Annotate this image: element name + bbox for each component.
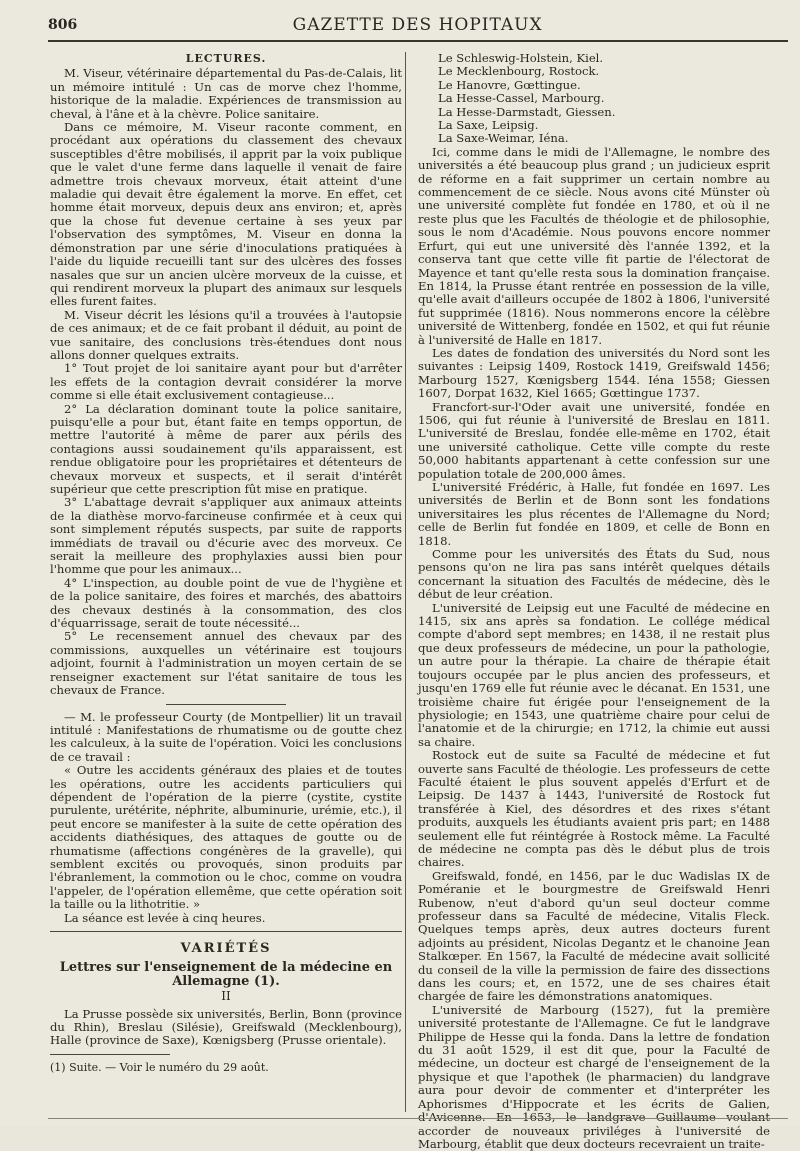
paragraph: M. Viseur, vétérinaire départemental du Pas-de-Calais, lit un mémoire intitulé : Un cas de morve chez l'homme, historique de la maladie. Expériences de transmission au cheval, à l'âne et à la chèvre. Police sanitaire. xyxy=(50,66,402,121)
paragraph: Ici, comme dans le midi de l'Allemagne, le nombre des universités a été beaucoup plus grand ; un judicieux esprit de réforme en a fait supprimer un certain nombre au commencement de ce siècle. Nous avons cité Münster où une université complète fut fondée en 1780, et où il ne reste plus que les Facultés de théologie et de philosophie, sous le nom d'Académie. Nous pouvons encore nommer Erfurt, qui eut une université dès l'année 1392, et la conserva tant que cette ville fit partie de l'électorat de Mayence et tant qu'elle resta sous la domination française. En 1814, la Prusse étant rentrée en possession de la ville, qu'elle avait d'ailleurs occupée de 1802 à 1806, l'université fut supprimée (1816). Nous nommerons encore la célèbre université de Wittenberg, fondée en 1502, et qui fut réunie à l'université de Halle en 1817. xyxy=(418,144,770,347)
paragraph: L'université Frédéric, à Halle, fut fondée en 1697. Les universités de Berlin et de Bonn sont les fondations universitaires les plus récentes de l'Allemagne du Nord; celle de Berlin fut fondée en 1809, et celle de Bonn en 1818. xyxy=(418,480,770,548)
list-item: La Saxe, Leipsig. xyxy=(438,118,539,133)
footnote: (1) Suite. — Voir le numéro du 29 août. xyxy=(50,1060,269,1074)
page-number: 806 xyxy=(48,17,78,33)
section-title-varietes: VARIÉTÉS xyxy=(180,941,272,956)
paragraph: L'université de Leipsig eut une Faculté de médecine en 1415, six ans après sa fondation. Le collége médical compte d'abord sept membres; en 1438, il ne restait plus que deux professeurs de médecine, un pour la pathologie, un autre pour la thérapie. La chaire de thérapie était toujours occupée par le plus ancien des professeurs, et jusqu'en 1769 elle fut réunie avec le décanat. En 1531, une troisième chaire fut érigée pour l'enseignement de la physiologie; en 1543, une quatrième chaire pour celui de l'anatomie et de la chirurgie; en 1712, la chimie eut aussi sa chaire. xyxy=(418,600,770,749)
paragraph: M. Viseur décrit les lésions qu'il a trouvées à l'autopsie de ces animaux; et de ce fait probant il déduit, au point de vue sanitaire, des conclusions très-étendues dont nous allons donner quelques extraits. xyxy=(50,307,402,362)
paragraph: Francfort-sur-l'Oder avait une université, fondée en 1506, qui fut réunie à l'université de Breslau en 1811. L'université de Breslau, fondée elle-même en 1702, était une université catholique. Cette ville compte du reste 50,000 habitants appartenant à cette confession sur une population totale de 200,000 âmes. xyxy=(418,399,770,481)
divider-rule xyxy=(166,704,286,705)
paragraph: L'université de Marbourg (1527), fut la première université protestante de l'Allemagne. Ce fut le landgrave Philippe de Hesse qui la fonda. Dans la lettre de fondation du 31 août 1529, il est dit que, pour la Faculté de médecine, un docteur est chargé de l'enseignement de la physique et que l'apothek (le pharmacien) du landgrave aura pour devoir de commenter et d'interpréter les Aphorismes d'Hippocrate et les écrits de Galien, d'Avicenne. En 1653, le landgrave Guillaume voulant accorder de nouveaux priviléges à l'université de Marbourg, établit que deux docteurs recevraient un traite- xyxy=(418,1002,770,1151)
column-divider xyxy=(405,52,406,1112)
paragraph: Comme pour les universités des États du Sud, nous pensons qu'on ne lira pas sans intérêt quelques détails concernant la situation des Facultés de médecine, dès le début de leur création. xyxy=(418,547,770,602)
paragraph: 1° Tout projet de loi sanitaire ayant pour but d'arrêter les effets de la contagion devrait considérer la morve comme si elle était exclusivement contagieuse... xyxy=(50,361,402,403)
paragraph: Dans ce mémoire, M. Viseur raconte comment, en procédant aux opérations du classement des chevaux susceptibles d'être mobilisés, il apprit par la voix publique que le valet d'une ferme dans laquelle il venait de faire admettre trois chevaux morveux, était atteint d'une maladie qui devait être également la morve. En effet, cet homme était morveux, depuis deux ans environ; et, après que la chose fut devenue certaine à ses yeux par l'observation des symptômes, M. Viseur en donna la démonstration par une série d'inoculations pratiquées à l'aide du liquide recueilli tant sur des ulcères des fosses nasales que sur un ancien ulcère morveux de la cuisse, et qui rendirent morveux la plupart des animaux sur lesquels elles furent faites. xyxy=(50,120,402,309)
page-header xyxy=(48,10,788,42)
article-part-number: II xyxy=(221,989,231,1004)
paragraph: — M. le professeur Courty (de Montpellier) lit un travail intitulé : Manifestations de rhumatisme ou de goutte chez les calculeux, à la suite de l'opération. Voici les conclusions de ce travail : xyxy=(50,709,402,764)
paragraph: 5° Le recensement annuel des chevaux par des commissions, auxquelles un vétérinaire est toujours adjoint, fournit à l'administration un moyen certain de se renseigner exactement sur l'état sanitaire de tous les chevaux de France. xyxy=(50,629,402,698)
list-item: La Hesse-Cassel, Marbourg. xyxy=(438,91,605,106)
list-item: La Saxe-Weimar, Iéna. xyxy=(438,131,569,146)
paragraph: 3° L'abattage devrait s'appliquer aux animaux atteints de la diathèse morvo-farcineuse confirmée et à ceux qui sont simplement réputés suspects, par suite de rapports immédiats de travail ou d'écurie avec des morveux. Ce serait la meilleure des prophylaxies aussi bien pour l'homme que pour les animaux... xyxy=(50,495,402,577)
section-title-lectures: LECTURES. xyxy=(185,52,267,65)
left-column xyxy=(50,52,402,1074)
paragraph: La Prusse possède six universités, Berlin, Bonn (province du Rhin), Breslau (Silésie), Greifswald (Mecklenbourg), Halle (province de Saxe), Kœnigsberg (Prusse orientale). xyxy=(50,1006,402,1048)
paragraph: 4° L'inspection, au double point de vue de l'hygiène et de la police sanitaire, des foires et marchés, des abattoirs des chevaux destinés à la consommation, des clos d'équarrissage, serait de toute nécessité... xyxy=(50,575,402,631)
paragraph: Rostock eut de suite sa Faculté de médecine et fut ouverte sans Faculté de théologie. Les professeurs de cette Faculté étaient le plus souvent appelés d'Erfurt et de Leipsig. De 1437 à 1443, l'université de Rostock fut transférée à Kiel, des désordres et des rixes s'étant produits, auxquels les étudiants avaient pris part; en 1488 seulement elle fut réintégrée à Rostock même. La Faculté de médecine ne compta pas dès le début plus de trois chaires. xyxy=(418,748,770,870)
divider-rule xyxy=(50,931,402,932)
paragraph: La séance est levée à cinq heures. xyxy=(64,910,266,925)
list-item: Le Schleswig-Holstein, Kiel. xyxy=(438,51,604,65)
paragraph: 2° La déclaration dominant toute la police sanitaire, puisqu'elle a pour but, étant faite en temps opportun, de mettre l'autorité à même de parer aux périls des contagions aussi soudainement qu'ils apparaissent, est rendue obligatoire pour les propriétaires et détenteurs de chevaux morveux et suspects, et il serait d'intérêt supérieur que cette prescription fût mise en pratique. xyxy=(50,401,402,496)
paragraph: Les dates de fondation des universités du Nord sont les suivantes : Leipsig 1409, Rostock 1419, Greifswald 1456; Marbourg 1527, Kœnigsberg 1544. Iéna 1558; Giessen 1607, Dorpat 1632, Kiel 1665; Gœttingue 1737. xyxy=(418,345,770,401)
list-item: Le Hanovre, Gœttingue. xyxy=(438,77,581,92)
article-title: Lettres sur l'enseignement de la médecine en Allemagne (1). xyxy=(59,960,393,989)
list-item: Le Mecklenbourg, Rostock. xyxy=(438,64,600,79)
paragraph: Greifswald, fondé, en 1456, par le duc Wadislas IX de Poméranie et le bourgmestre de Greifswald Henri Rubenow, n'eut d'abord qu'un seul docteur comme professeur dans sa Faculté de médecine, Vitalis Fleck. Quelques temps après, deux autres docteurs furent adjoints au président, Nicolas Degantz et le chanoine Jean Stalkœper. En 1567, la Faculté de médecine avait sollicité du conseil de la ville la permission de faire des dissections dans les cours; et, en 1572, une de ses chaires était chargée de faire les démonstrations anatomiques. xyxy=(418,868,770,1004)
paragraph: « Outre les accidents généraux des plaies et de toutes les opérations, outre les accidents particuliers qui dépendent de l'opération de la pierre (cystite, cystite purulente, urétérite, néphrite, albuminurie, urémie, etc.), il peut encore se manifester à la suite de cette opération des accidents diathésiques, des attaques de goutte ou de rhumatisme (affections congénères de la gravelle), qui semblent excités ou provoqués, sinon produits par l'ébranlement, la commotion ou le choc, comme on voudra l'appeler, de l'opération ellemême, que cette opération soit la taille ou la lithotritie. » xyxy=(50,763,402,912)
list-item: La Hesse-Darmstadt, Giessen. xyxy=(438,104,616,119)
footnote-rule xyxy=(50,1054,170,1055)
journal-title: GAZETTE DES HOPITAUX xyxy=(292,15,543,35)
bottom-border xyxy=(48,1118,788,1119)
right-column xyxy=(418,52,770,1151)
